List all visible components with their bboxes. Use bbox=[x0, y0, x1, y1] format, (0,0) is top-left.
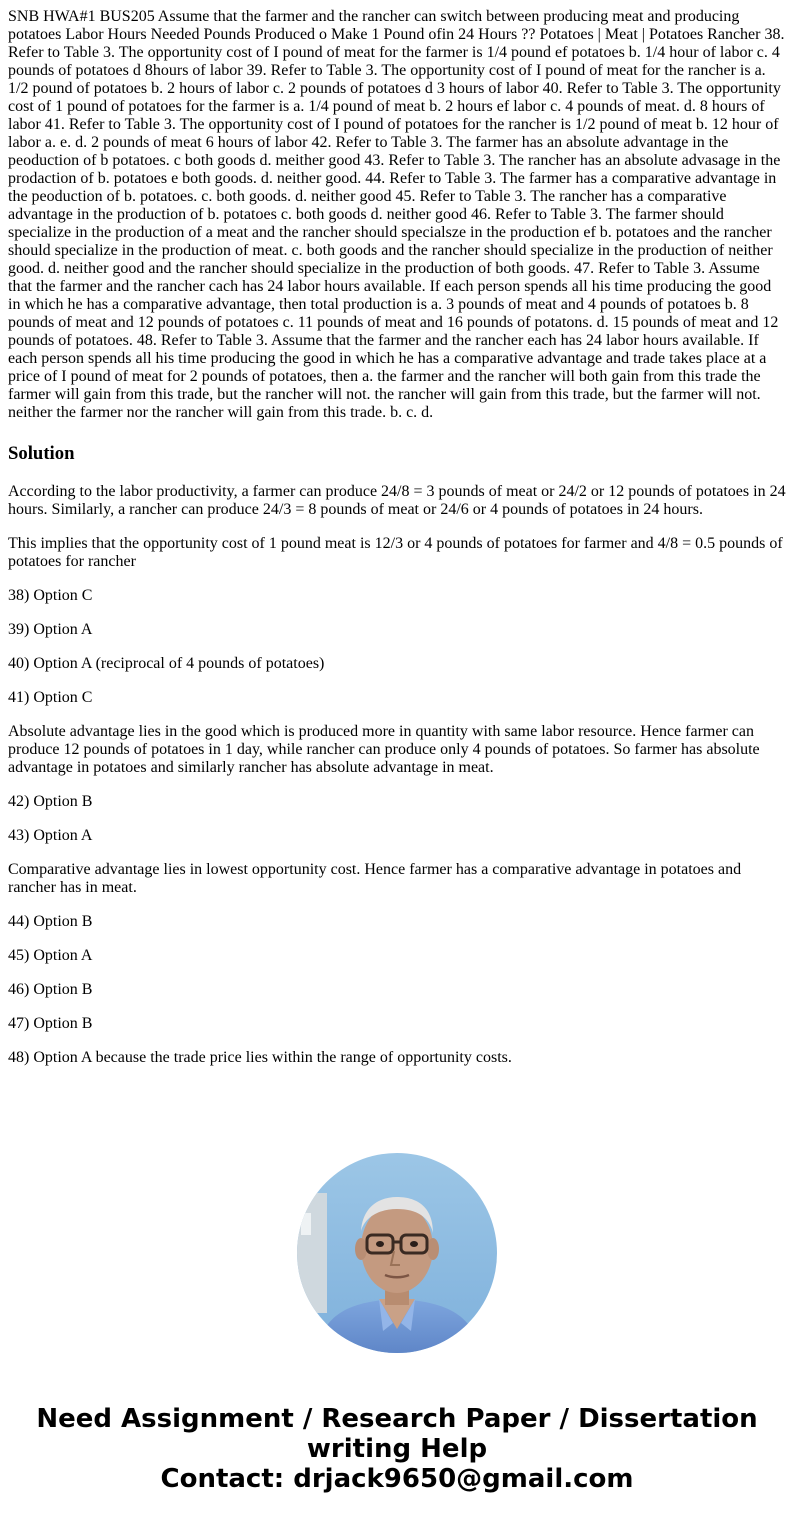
answer-48: 48) Option A because the trade price lies within the range of opportunity costs. bbox=[8, 1049, 512, 1066]
footer-promo bbox=[0, 1404, 794, 1494]
answer-39: 39) Option A bbox=[8, 621, 93, 638]
answer-44: 44) Option B bbox=[8, 913, 93, 930]
footer-contact: Contact: drjack9650@gmail.com bbox=[160, 1464, 634, 1494]
answer-42: 42) Option B bbox=[8, 793, 93, 810]
solution-paragraph: According to the labor productivity, a farmer can produce 24/8 = 3 pounds of meat or 24/2 or 12 pounds of potatoes in 24 hours. Similarly, a rancher can produce 24/3 = 8 pounds of meat or 24/6 or 4 pounds of potatoes in 24 hours. bbox=[8, 483, 786, 518]
solution-heading: Solution bbox=[8, 443, 75, 464]
question-text: SNB HWA#1 BUS205 Assume that the farmer and the rancher can switch between producing meat and producing potatoes Labor Hours Needed Pounds Produced o Make 1 Pound ofin 24 Hours ?? Potatoes | Meat | Potatoes Rancher 38. Refer to Table 3. The opportunity cost of I pound of meat for the farmer is 1/4 pound ef potatoes b. 1/4 hour of labor c. 4 pounds of potatoes d 8hours of labor 39. Refer to Table 3. The opportunity cost of I pound of meat for the rancher is a. 1/2 pound of potatoes b. 2 hours of labor c. 2 pounds of potatoes d 3 hours of labor 40. Refer to Table 3. The opportunity cost of 1 pound of potatoes for the farmer is a. 1/4 pound of meat b. 2 hours ef labor c. 4 pounds of meat. d. 8 hours of labor 41. Refer to Table 3. The opportunity cost of I pound of potatoes for the rancher is 1/2 pound of meat b. 12 hour of labor a. e. d. 2 pounds of meat 6 hours of labor 42. Refer to Table 3. The farmer has an absolute advantage in the peoduction of b potatoes. c both goods d. meither good 43. Refer to Table 3. The rancher has an absolute advasage in the prodaction of b. potatoes e both goods. d. neither good. 44. Refer to Table 3. The farmer has a comparative advantage in the peoduction of b. potatoes. c. both goods. d. neither good 45. Refer to Table 3. The rancher has a comparative advantage in the production of b. potatoes c. both goods d. neither good 46. Refer to Table 3. The farmer should specialize in the production of a meat and the rancher should specialsze in the production ef b. potatoes and the rancher should specialize in the production of meat. c. both goods and the rancher should specialize in the production of neither good. d. neither good and the rancher should specialize in the production of both goods. 47. Refer to Table 3. Assume that the farmer and the rancher cach has 24 labor hours available. If each person spends all his time producing the good in which he has a comparative advantage, then total production is a. 3 pounds of meat and 4 pounds of potatoes b. 8 pounds of meat and 12 pounds of potatoes c. 11 pounds of meat and 16 pounds of potatons. d. 15 pounds of meat and 12 pounds of potatoes. 48. Refer to Table 3. Assume that the farmer and the rancher each has 24 labor hours available. If each person spends all his time producing the good in which he has a comparative advantage and trade takes place at a price of I pound of meat for 2 pounds of potatoes, then a. the farmer and the rancher will both gain from this trade the farmer will gain from this trade, but the rancher will not. the rancher will gain from this trade, but the farmer will not. neither the farmer nor the rancher will gain from this trade. b. c. d. bbox=[8, 8, 785, 421]
footer-line-1: Need Assignment / Research Paper / Dissertation bbox=[36, 1404, 758, 1434]
avatar bbox=[297, 1153, 497, 1353]
answer-38: 38) Option C bbox=[8, 587, 93, 604]
solution-paragraph: This implies that the opportunity cost of 1 pound meat is 12/3 or 4 pounds of potatoes for farmer and 4/8 = 0.5 pounds of potatoes for rancher bbox=[8, 535, 783, 570]
answer-41: 41) Option C bbox=[8, 689, 93, 706]
avatar-photo bbox=[297, 1153, 497, 1353]
answer-43: 43) Option A bbox=[8, 827, 93, 844]
answer-47: 47) Option B bbox=[8, 1015, 93, 1032]
answer-46: 46) Option B bbox=[8, 981, 93, 998]
document-body bbox=[8, 8, 786, 1067]
solution-paragraph: Comparative advantage lies in lowest opportunity cost. Hence farmer has a comparative advantage in potatoes and rancher has in meat. bbox=[8, 861, 742, 896]
answer-45: 45) Option A bbox=[8, 947, 93, 964]
solution-paragraph: Absolute advantage lies in the good which is produced more in quantity with same labor resource. Hence farmer can produce 12 pounds of potatoes in 1 day, while rancher can produce only 4 pounds of potatoes. So farmer has absolute advantage in potatoes and similarly rancher has absolute advantage in meat. bbox=[8, 723, 760, 776]
answer-40: 40) Option A (reciprocal of 4 pounds of potatoes) bbox=[8, 655, 325, 672]
footer-line-2: writing Help bbox=[306, 1434, 488, 1464]
